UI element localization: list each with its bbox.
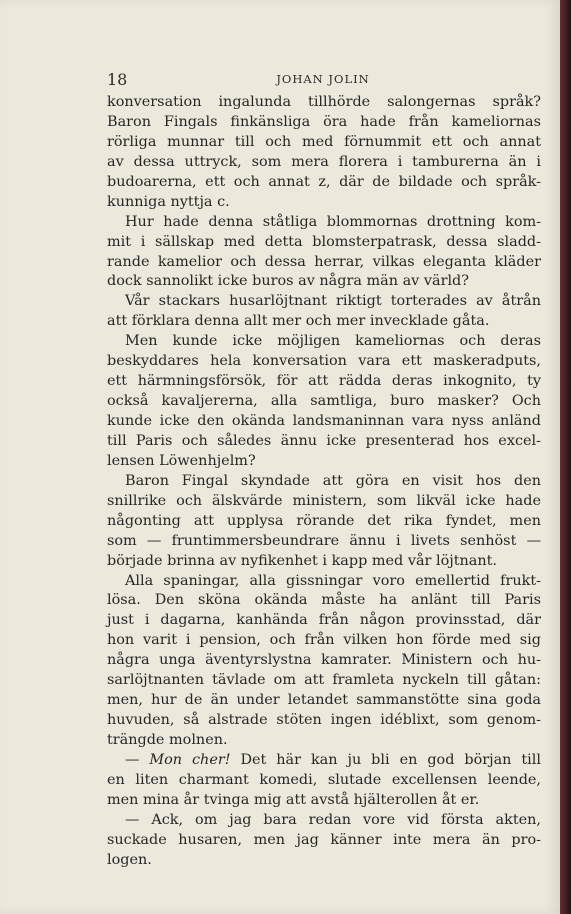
text-line: men, hur de än under letandet sammanstötte sina goda (107, 692, 541, 709)
book-spine-edge (560, 0, 571, 914)
body-text (107, 93, 541, 871)
text-line: som — fruntimmersbeundrare ännu i livets senhöst — (107, 532, 541, 549)
text-line: men mina år tvinga mig att avstå hjälterollen åt er. (107, 791, 480, 808)
running-head: JOHAN JOLIN (276, 72, 370, 86)
text-line: Baron Fingals finkänsliga öra hade från kameliornas (107, 113, 541, 130)
text-line: beskyddares hela konversation vara ett maskeradputs, (107, 353, 541, 370)
text-line: att förklara denna allt mer och mer invecklade gåta. (107, 313, 490, 330)
text-line: konversation ingalunda tillhörde salongernas språk? (107, 94, 541, 110)
text-line: suckade husaren, men jag känner inte mera än pro- (107, 831, 541, 848)
text-line: snillrike och älskvärde ministern, som likväl icke hade (107, 492, 541, 509)
text-run: Det här kan ju bli en god början till (230, 751, 541, 768)
text-line: just i dagarna, kanhända från någon provinsstad, där (107, 612, 541, 629)
text-line: en liten charmant komedi, slutade excellensen leende, (107, 771, 541, 788)
text-line: började brinna av nyfikenhet i kapp med vår löjtnant. (107, 552, 497, 569)
page-number: 18 (107, 70, 128, 89)
text-line: budoarerna, ett och annat z, där de bildade och språk- (107, 173, 541, 190)
text-line: någonting att upplysa rörande det rika fyndet, men (107, 512, 541, 529)
text-run: — (125, 751, 150, 768)
text-line: trängde molnen. (107, 732, 228, 748)
text-line: ett härmningsförsök, för att rädda deras inkognito, ty (107, 373, 541, 390)
page-header (107, 64, 539, 88)
text-line: rande kamelior och dessa herrar, vilkas eleganta kläder (107, 253, 541, 270)
text-line (107, 751, 541, 771)
text-line: lösa. Den sköna okända måste ha anlänt till Paris (107, 592, 541, 609)
text-line: mit i sällskap med detta blomsterpatrask, dessa sladd- (107, 233, 541, 250)
text-line: huvuden, så alstrade stöten ingen idéblixt, som genom- (107, 712, 541, 729)
text-line: — Ack, om jag bara redan vore vid första akten, (125, 811, 541, 828)
text-line: kunde icke den okända landsmaninnan vara nyss anländ (107, 413, 541, 429)
italic-run: Mon cher! (149, 751, 231, 768)
text-line: Vår stackars husarlöjtnant riktigt torterades av åtrån (125, 293, 541, 310)
text-line: logen. (107, 851, 152, 868)
text-line: Hur hade denna ståtliga blommornas drottning kom- (125, 213, 541, 230)
text-line: några unga äventyrslystna kamrater. Ministern och hu- (107, 652, 541, 669)
text-line: hon varit i pension, och från vilken hon förde med sig (107, 632, 541, 649)
text-line: lensen Löwenhjelm? (107, 452, 256, 469)
text-line: Baron Fingal skyndade att göra en visit hos den (125, 472, 541, 489)
text-line: av dessa uttryck, som mera florera i tamburerna än i (107, 153, 541, 170)
text-line: till Paris och således ännu icke presenterad hos excel- (107, 432, 541, 449)
text-line: dock sannolikt icke buros av några män av värld? (107, 273, 469, 290)
text-line: kunniga nyttja c. (107, 193, 230, 210)
text-line: sarlöjtnanten tävlade om att framleta nyckeln till gåtan: (107, 672, 541, 689)
text-line: rörliga munnar till och med förnummit ett och annat (107, 133, 541, 150)
text-line: Men kunde icke möjligen kameliornas och deras (125, 333, 541, 350)
text-line: också kavaljererna, alla samtliga, buro masker? Och (107, 393, 541, 410)
text-line: Alla spaningar, alla gissningar voro emellertid frukt- (125, 572, 541, 589)
